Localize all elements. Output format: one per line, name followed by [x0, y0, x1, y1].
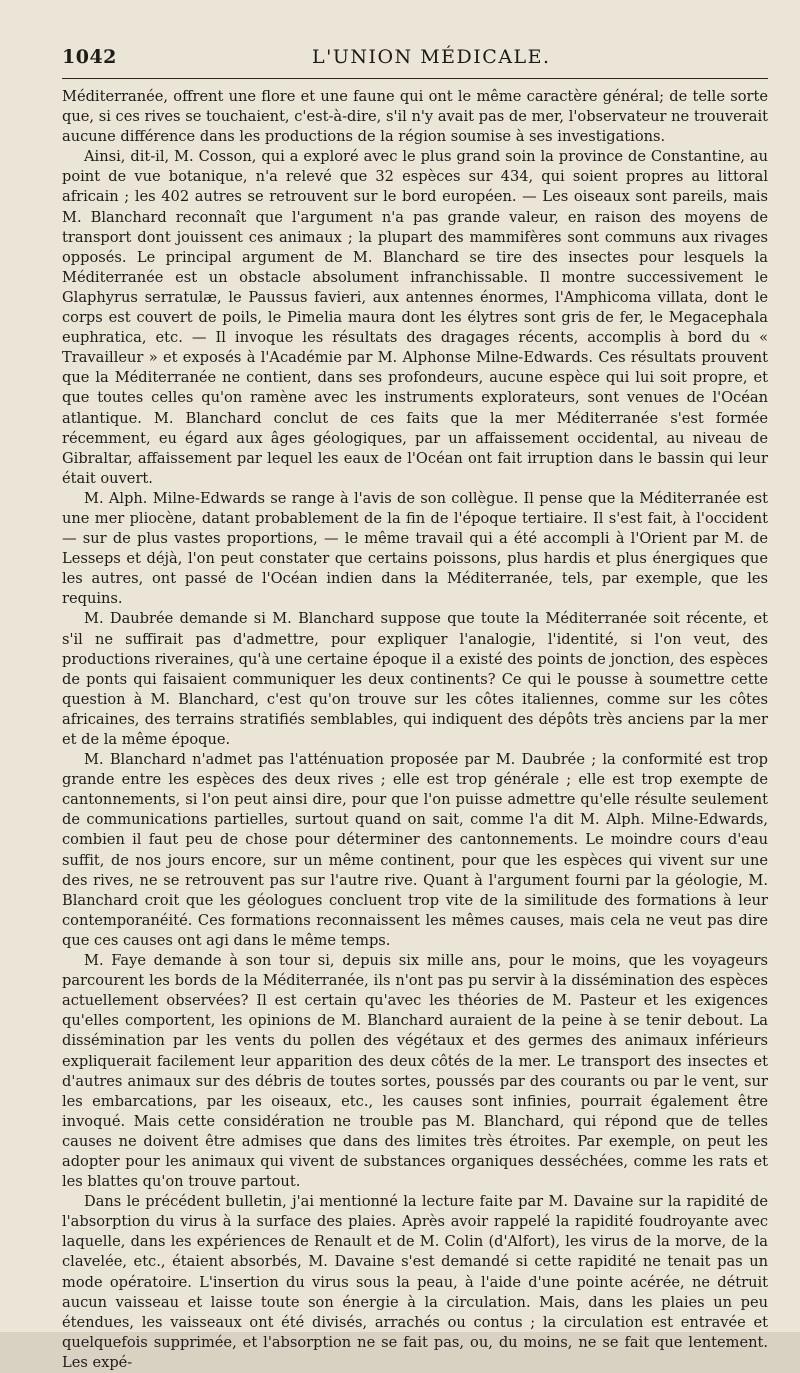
paragraph: Dans le précédent bulletin, j'ai mentionné la lecture faite par M. Davaine sur la rapidité de l'absorption du virus à la surface des plaies. Après avoir rappelé la rapidité foudroyante avec laquelle, dans les expériences de Renault et de M. Colin (d'Alfort), les virus de la morve, de la clavelée, etc., étaient absorbés, M. Davaine s'est demandé si cette rapidité ne tenait pas un mode opératoire. L'insertion du virus sous la peau, à l'aide d'une pointe acérée, ne détruit aucun vaisseau et laisse toute son énergie à la circulation. Mais, dans les plaies un peu étendues, les vaisseaux ont été divisés, arrachés ou contus ; la circulation est entravée et quelquefois supprimée, et l'absorption ne se fait pas, ou, du moins, ne se fait que lentement. Les expé- — [62, 1193, 768, 1371]
paragraph: M. Blanchard n'admet pas l'atténuation proposée par M. Daubrée ; la conformité est trop grande entre les espèces des deux rives ; elle est trop générale ; elle est trop exempte de cantonnements, si l'on peut ainsi dire, pour que l'on puisse admettre qu'elle résulte seulement de communications partielles, surtout quand on sait, comme l'a dit M. Alph. Milne-Edwards, combien il faut peu de chose pour déterminer des cantonnements. Le moindre cours d'eau suffit, de nos jours encore, sur un même continent, pour que les espèces qui vivent sur une des rives, ne se retrouvent pas sur l'autre rive. Quant à l'argument fourni par la géologie, M. Blanchard croit que les géologues concluent trop vite de la similitude des formations à leur contemporanéité. Ces formations reconnaissent les mêmes causes, mais cela ne veut pas dire que ces causes ont agi dans le même temps. — [62, 751, 768, 949]
paragraph: Ainsi, dit-il, M. Cosson, qui a exploré avec le plus grand soin la province de Constantine, au point de vue botanique, n'a relevé que 32 espèces sur 434, qui soient propres au littoral africain ; les 402 autres se retrouvent sur le bord européen. — Les oiseaux sont pareils, mais M. Blanchard reconnaît que l'argument n'a pas grande valeur, en raison des moyens de transport dont jouissent ces animaux ; la plupart des mammifères sont communs aux rivages opposés. Le principal argument de M. Blanchard se tire des insectes pour lesquels la Méditerranée est un obstacle absolument infranchissable. Il montre successivement le Glaphyrus serratulæ, le Paussus favieri, aux antennes énormes, l'Amphicoma villata, dont le corps est couvert de poils, le Pimelia maura dont les élytres sont gris de fer, le Megacephala euphratica, etc. — Il invoque les résultats des dragages récents, accomplis à bord du « Travailleur » et exposés à l'Académie par M. Alphonse Milne-Edwards. Ces résultats prouvent que la Méditerranée ne contient, dans ses profondeurs, aucune espèce qui lui soit propre, et que toutes celles qu'on ramène avec les instruments explorateurs, sont venues de l'Océan atlantique. M. Blanchard conclut de ces faits que la mer Méditerranée s'est formée récemment, eu égard aux âges géologiques, par un affaissement occidental, au niveau de Gibraltar, affaissement par lequel les eaux de l'Océan ont fait irruption dans le bassin qui leur était ouvert. — [62, 148, 768, 487]
page-number: 1042 — [62, 46, 117, 68]
running-title: L'UNION MÉDICALE. — [312, 46, 551, 68]
paragraph: M. Alph. Milne-Edwards se range à l'avis de son collègue. Il pense que la Méditerranée est une mer pliocène, datant probablement de la fin de l'époque tertiaire. Il s'est fait, à l'occident — sur de plus vastes proportions, — le même travail qui a été accompli à l'Orient par M. de Lesseps et déjà, l'on peut constater que certains poissons, plus hardis et plus énergiques que les autres, ont passé de l'Océan indien dans la Méditerranée, tels, par exemple, que les requins. — [62, 489, 768, 608]
article-body — [62, 87, 768, 1373]
page-header — [62, 38, 768, 74]
paragraph: Méditerranée, offrent une flore et une faune qui ont le même caractère général; de telle sorte que, si ces rives se touchaient, c'est-à-dire, s'il n'y avait pas de mer, l'observateur ne trouverait aucune différence dans les productions de la région soumise à ses investigations. — [62, 88, 768, 146]
header-rule — [62, 78, 768, 79]
paragraph: M. Daubrée demande si M. Blanchard suppose que toute la Méditerranée soit récente, et s'il ne suffirait pas d'admettre, pour expliquer l'analogie, l'identité, si l'on veut, des productions riveraines, qu'à une certaine époque il a existé des points de jonction, des espèces de ponts qui faisaient communiquer les deux continents? Ce qui le pousse à soumettre cette question à M. Blanchard, c'est qu'on trouve sur les côtes italiennes, comme sur les côtes africaines, des terrains stratifiés semblables, qui indiquent des dépôts très anciens par la mer et de la même époque. — [62, 610, 768, 748]
paragraph: M. Faye demande à son tour si, depuis six mille ans, pour le moins, que les voyageurs parcourent les bords de la Méditerranée, ils n'ont pas pu servir à la dissémination des espèces actuellement observées? Il est certain qu'avec les théories de M. Pasteur et les exigences qu'elles comportent, les opinions de M. Blanchard auraient de la peine à se tenir debout. La dissémination par les vents du pollen des végétaux et des germes des animaux inférieurs expliquerait facilement leur apparition des deux côtés de la mer. Le transport des insectes et d'autres animaux sur des débris de toutes sortes, poussés par des courants ou par le vent, sur les embarcations, par les oiseaux, etc., les causes sont infinies, pourrait également être invoqué. Mais cette considération ne trouble pas M. Blanchard, qui répond que de telles causes ne doivent être admises que dans des limites très étroites. Par exemple, on peut les adopter pour les animaux qui vivent de substances organiques desséchées, comme les rats et les blattes qu'on trouve partout. — [62, 952, 768, 1191]
